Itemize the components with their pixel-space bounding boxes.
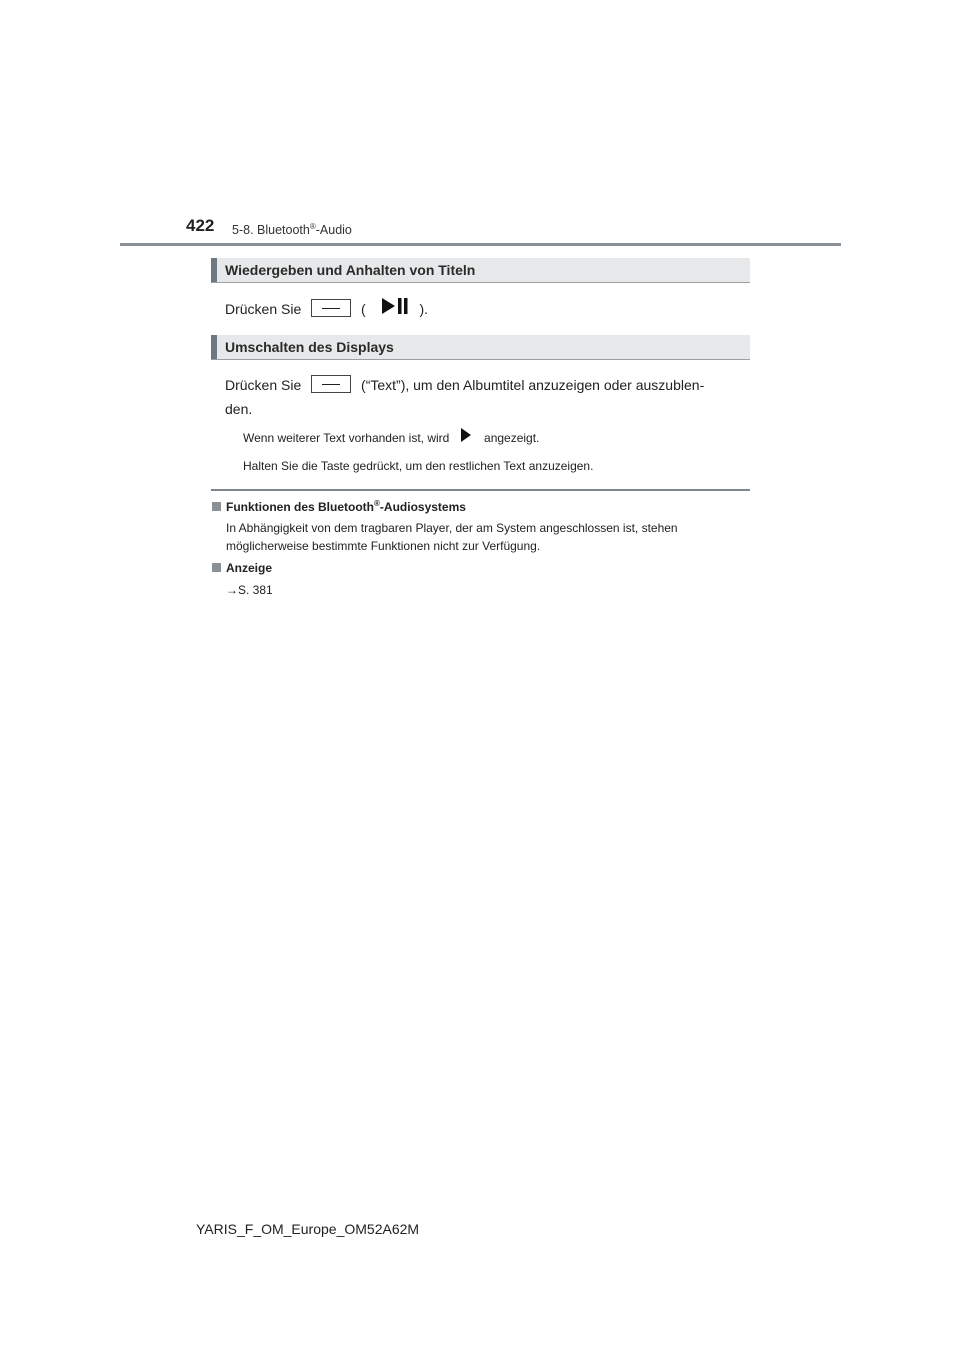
steering-key-box: [311, 375, 351, 393]
display-title: Anzeige: [226, 561, 273, 575]
functions-heading: [212, 499, 466, 514]
footer-code: YARIS_F_OM_Europe_OM52A62M: [196, 1221, 420, 1237]
section-label: [232, 222, 352, 237]
section-reg: ®: [309, 222, 316, 231]
functions-text-line-2: möglicherweise bestimmte Funktionen nicht zur Verfügung.: [226, 539, 541, 553]
display-instruction: [225, 375, 704, 395]
functions-text-line-1: In Abhängigkeit von dem tragbaren Player, der am System angeschlossen ist, stehen: [226, 521, 678, 535]
steering-key-box: [311, 299, 351, 317]
key-dash: [322, 308, 340, 309]
arrow-reference-icon: →: [226, 583, 238, 597]
page-reference-link[interactable]: S. 381: [238, 583, 273, 597]
header-rule: [120, 243, 841, 246]
functions-title-suffix: -Audiosystems: [379, 500, 466, 514]
note-start: Wenn weiterer Text vorhanden ist, wird: [243, 431, 450, 445]
instruction-paren: (: [361, 301, 366, 317]
instruction-end: (“Text”), um den Albumtitel anzuzeigen oder auszublen-: [361, 377, 705, 393]
page-number: 422: [186, 216, 215, 235]
instruction-end: ).: [419, 301, 429, 317]
play-pause-icon: [382, 298, 408, 319]
bullet-square-icon: [212, 563, 221, 572]
display-reference: [226, 581, 273, 599]
section-heading-playback: [211, 258, 750, 283]
arrow-right-icon: [461, 428, 471, 447]
instruction-start: Drücken Sie: [225, 301, 302, 317]
bullet-square-icon: [212, 502, 221, 511]
key-dash: [322, 384, 340, 385]
section-suffix: -Audio: [315, 223, 352, 238]
note-more-text: [243, 429, 539, 448]
instruction-start: Drücken Sie: [225, 377, 302, 393]
display-heading: [212, 561, 272, 575]
display-instruction-cont: den.: [225, 401, 253, 417]
heading-accent: [211, 258, 217, 282]
section-prefix: 5-8. Bluetooth: [232, 223, 310, 238]
section-title: Umschalten des Displays: [225, 339, 394, 355]
functions-title-reg: ®: [374, 499, 380, 508]
note-hold-key: Halten Sie die Taste gedrückt, um den restlichen Text anzuzeigen.: [243, 459, 594, 473]
section-title: Wiedergeben und Anhalten von Titeln: [225, 262, 476, 278]
heading-accent: [211, 335, 217, 359]
playback-instruction: [225, 299, 428, 321]
section-heading-display: [211, 335, 750, 360]
functions-title-prefix: Funktionen des Bluetooth: [226, 500, 374, 514]
functions-text: [226, 519, 748, 555]
note-end: angezeigt.: [484, 431, 540, 445]
section-divider: [211, 489, 750, 491]
